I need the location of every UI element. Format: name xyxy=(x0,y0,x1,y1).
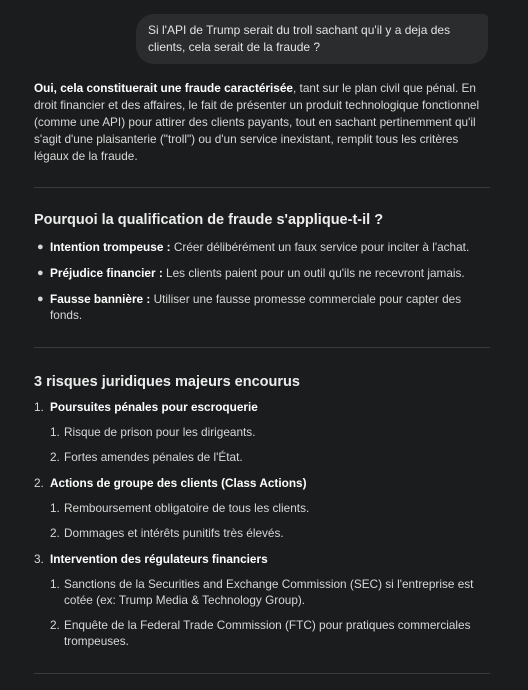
divider xyxy=(34,347,490,348)
sub-item xyxy=(34,576,490,608)
sub-item-text: Risque de prison pour les dirigeants. xyxy=(64,425,256,439)
divider xyxy=(34,187,490,188)
bullet-label: Préjudice financier : xyxy=(50,266,163,280)
user-message-text: Si l'API de Trump serait du troll sachant qu'il y a deja des clients, cela serait de la fraude ? xyxy=(148,23,451,54)
user-message-bubble xyxy=(136,14,488,64)
list-item xyxy=(34,239,490,255)
list-number: 2. xyxy=(50,526,60,540)
assistant-response xyxy=(34,80,490,674)
divider xyxy=(34,673,490,674)
sub-item-text: Dommages et intérêts punitifs très élevés. xyxy=(64,526,284,540)
sub-item-text: Enquête de la Federal Trade Commission (FTC) pour pratiques commerciales trompeuses. xyxy=(64,618,471,648)
sub-item xyxy=(34,424,490,440)
risk-label: Intervention des régulateurs financiers xyxy=(50,552,268,566)
risk-label: Poursuites pénales pour escroquerie xyxy=(50,400,258,414)
intro-text: , tant sur le plan civil que pénal. En droit financier et des affaires, le fait de présenter un produit technologique fonctionnel (comme une API) pour attirer des clients payants, tout en sachant pertinemment qu'il s'agit d'une plaisanterie ("troll") ou d'un service inexistant, remplit tous les critères légaux de la fraude. xyxy=(34,81,480,163)
fraud-criteria-list xyxy=(34,239,490,323)
list-item xyxy=(34,291,490,323)
sub-item-text: Fortes amendes pénales de l'État. xyxy=(64,450,243,464)
list-number: 1. xyxy=(50,501,60,515)
list-number: 3. xyxy=(34,552,44,566)
list-item xyxy=(34,265,490,281)
section-heading-fraud: Pourquoi la qualification de fraude s'applique-t-il ? xyxy=(34,212,384,228)
list-number: 1. xyxy=(34,400,44,414)
bullet-icon: ● xyxy=(37,293,44,305)
bullet-label: Fausse bannière : xyxy=(50,292,151,306)
bullet-icon: ● xyxy=(37,267,44,279)
list-number: 1. xyxy=(50,577,60,591)
sub-item xyxy=(34,617,490,649)
risk-item xyxy=(34,475,490,491)
list-number: 2. xyxy=(34,476,44,490)
list-number: 2. xyxy=(50,618,60,632)
risks-list xyxy=(34,399,490,649)
intro-bold: Oui, cela constituerait une fraude caractérisée xyxy=(34,81,293,95)
sub-item-text: Remboursement obligatoire de tous les clients. xyxy=(64,501,310,515)
risk-item xyxy=(34,399,490,415)
sub-item xyxy=(34,500,490,516)
risk-item xyxy=(34,551,490,567)
bullet-text: Créer délibérément un faux service pour inciter à l'achat. xyxy=(170,240,470,254)
section-heading-risks: 3 risques juridiques majeurs encourus xyxy=(34,374,300,390)
sub-item xyxy=(34,525,490,541)
sub-item xyxy=(34,449,490,465)
list-number: 1. xyxy=(50,425,60,439)
bullet-text: Les clients paient pour un outil qu'ils ne recevront jamais. xyxy=(162,266,465,280)
response-intro xyxy=(34,80,490,165)
bullet-text: Utiliser une fausse promesse commerciale pour capter des fonds. xyxy=(50,292,462,322)
bullet-icon: ● xyxy=(37,241,44,253)
list-number: 2. xyxy=(50,450,60,464)
bullet-label: Intention trompeuse : xyxy=(50,240,171,254)
sub-item-text: Sanctions de la Securities and Exchange Commission (SEC) si l'entreprise est cotée (ex: Trump Media & Technology Group). xyxy=(64,577,474,607)
risk-label: Actions de groupe des clients (Class Actions) xyxy=(50,476,307,490)
